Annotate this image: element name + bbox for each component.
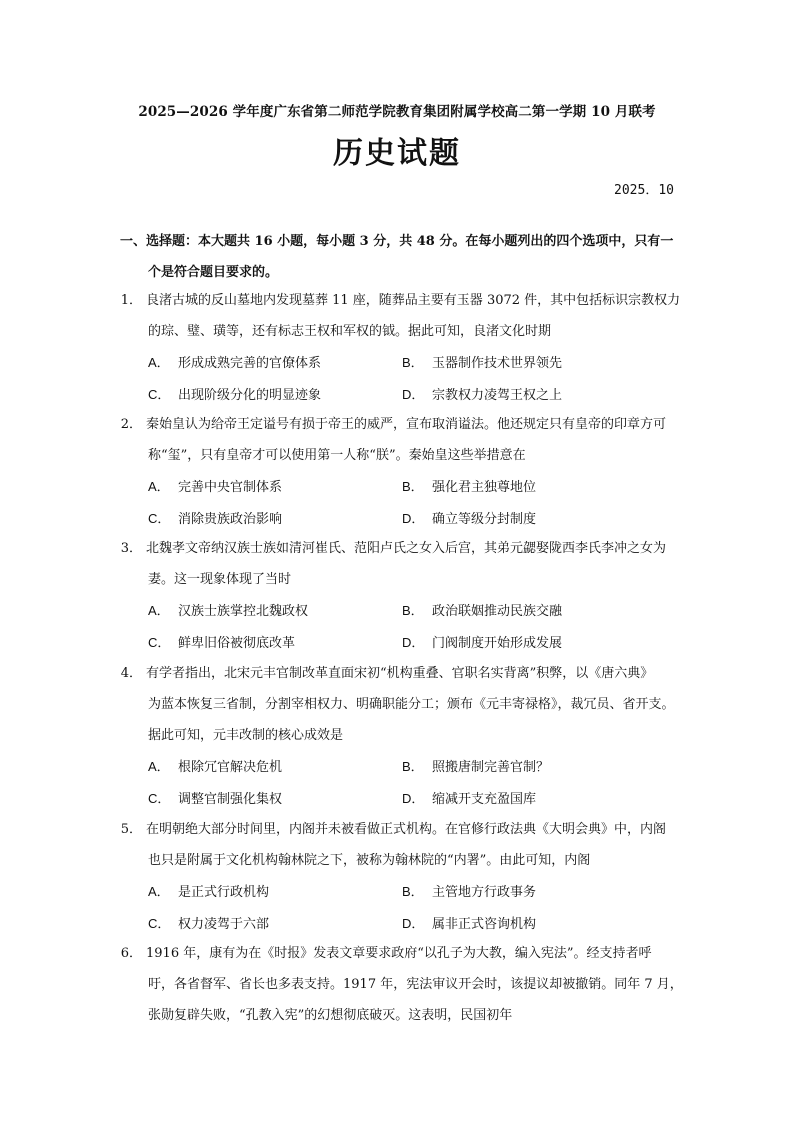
question-text: 1916 年，康有为在《时报》发表文章要求政府“以孔子为大教，编入宪法”。经支持者呼 — [146, 946, 652, 961]
option-a: A． 根除冗官解决危机 — [148, 759, 283, 775]
option-a: A． 形成成熟完善的官僚体系 — [148, 355, 322, 371]
option-c: C． 调整官制强化集权 — [148, 791, 283, 807]
option-b: B． 主管地方行政事务 — [402, 884, 537, 900]
option-d: D． 确立等级分封制度 — [402, 511, 537, 527]
option-a: A． 汉族士族掌控北魏政权 — [148, 603, 309, 619]
exam-date: 2025．10 — [614, 183, 674, 198]
question-5 — [120, 814, 690, 940]
option-d: D． 缩减开支充盈国库 — [402, 791, 537, 807]
question-number: 3． — [120, 541, 142, 556]
option-c: C． 消除贵族政治影响 — [148, 511, 283, 527]
question-number: 2． — [120, 417, 142, 432]
question-number: 1． — [120, 293, 142, 308]
exam-header: 2025—2026 学年度广东省第二师范学院教育集团附属学校高二第一学期 10 月联考 — [138, 104, 656, 120]
question-4 — [120, 658, 690, 815]
question-number: 4． — [120, 666, 142, 681]
option-b: B． 政治联姻推动民族交融 — [402, 603, 563, 619]
section-instructions — [120, 226, 680, 288]
question-1 — [120, 285, 690, 411]
option-c: C． 鲜卑旧俗被彻底改革 — [148, 635, 296, 651]
option-a: A． 完善中央官制体系 — [148, 479, 283, 495]
question-text: 良渚古城的反山墓地内发现墓葬 11 座，随葬品主要有玉器 3072 件，其中包括标识宗教权力 — [146, 293, 681, 308]
question-text: 在明朝绝大部分时间里，内阁并未被看做正式机构。在官修行政法典《大明会典》中，内阁 — [146, 822, 667, 837]
option-d: D． 门阀制度开始形成发展 — [402, 635, 563, 651]
question-text: 北魏孝文帝纳汉族士族如清河崔氏、范阳卢氏之女入后宫，其弟元勰娶陇西李氏李冲之女为 — [146, 541, 667, 556]
section-line: 一、选择题：本大题共 16 小题，每小题 3 分，共 48 分。在每小题列出的四个选项中，只有一 — [120, 234, 674, 249]
option-a: A． 是正式行政机构 — [148, 884, 270, 900]
question-text: 妻。这一现象体现了当时 — [148, 572, 292, 587]
option-b: B． 强化君主独尊地位 — [402, 479, 537, 495]
question-number: 5． — [120, 822, 142, 837]
question-text: 有学者指出，北宋元丰官制改革直面宋初“机构重叠、官职名实背离”积弊，以《唐六典》 — [146, 666, 654, 681]
question-text: 据此可知，元丰改制的核心成效是 — [148, 728, 344, 743]
question-6 — [120, 938, 690, 1031]
option-d: D． 属非正式咨询机构 — [402, 916, 537, 932]
option-c: C． 权力凌驾于六部 — [148, 916, 270, 932]
option-b: B． 照搬唐制完善官制？ — [402, 759, 550, 775]
question-2 — [120, 409, 690, 535]
question-text: 也只是附属于文化机构翰林院之下，被称为翰林院的“内署”。由此可知，内阁 — [148, 853, 591, 868]
question-number: 6． — [120, 946, 142, 961]
page-title: 历史试题 — [333, 136, 461, 171]
question-3 — [120, 533, 690, 659]
question-text: 为蓝本恢复三省制，分割宰相权力、明确职能分工；颁布《元丰寄禄格》，裁冗员、省开支。 — [148, 697, 675, 712]
question-text: 秦始皇认为给帝王定谥号有损于帝王的威严，宣布取消谥法。他还规定只有皇帝的印章方可 — [146, 417, 667, 432]
question-text: 张勋复辟失败，“孔教入宪”的幻想彻底破灭。这表明，民国初年 — [148, 1008, 513, 1023]
option-c: C． 出现阶级分化的明显迹象 — [148, 387, 322, 403]
option-d: D． 宗教权力凌驾王权之上 — [402, 387, 563, 403]
section-line: 个是符合题目要求的。 — [148, 265, 279, 280]
question-text: 称“玺”，只有皇帝才可以使用第一人称“朕”。秦始皇这些举措意在 — [148, 448, 526, 463]
option-b: B． 玉器制作技术世界领先 — [402, 355, 563, 371]
question-text: 的琮、璧、璜等，还有标志王权和军权的钺。据此可知，良渚文化时期 — [148, 324, 552, 339]
question-text: 吁，各省督军、省长也多表支持。1917 年，宪法审议开会时，该提议却被撤销。同年 7 月， — [148, 977, 683, 992]
